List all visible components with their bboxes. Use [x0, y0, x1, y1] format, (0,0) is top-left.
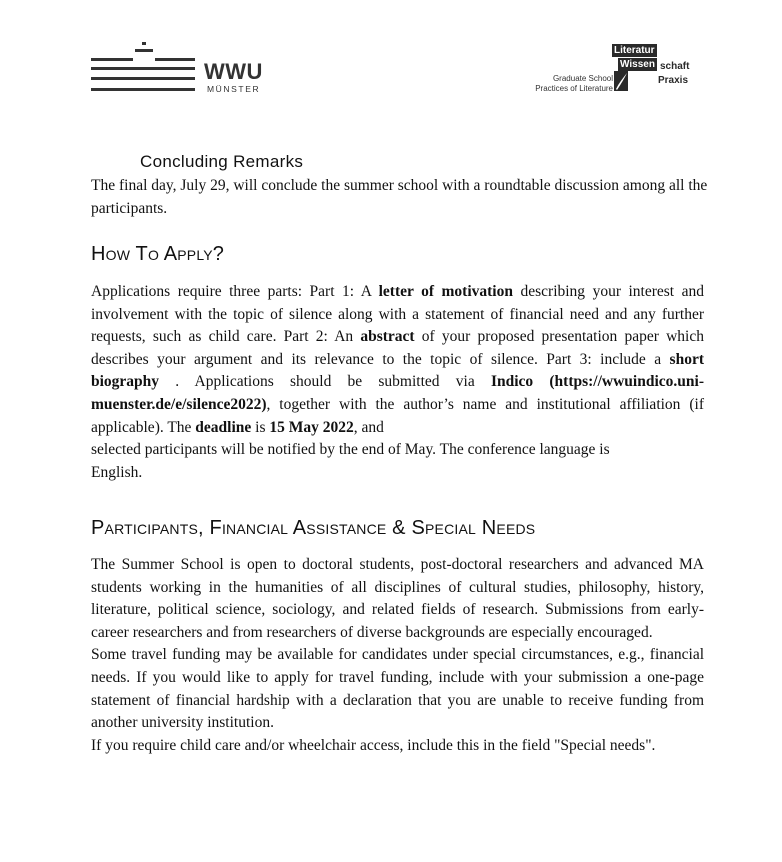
graduate-school-logo [520, 44, 720, 96]
apply-text-4: . Applications should be submitted via [159, 373, 491, 391]
gs-word-literatur: Literatur [614, 45, 655, 56]
gs-word-wissen: Wissen [620, 59, 655, 70]
apply-indico-link[interactable]: Indico (https://wwuindico.uni-muenster.de/e/silence2022) [91, 373, 704, 413]
apply-paragraph [91, 281, 704, 484]
participants-p2: Some travel funding may be available for candidates under special circumstances, e.g., financial needs. If you would like to apply for travel funding, include with your submission a one-page statement of financial hardship with a declaration that you are unable to receive funding from another university institution. [91, 646, 704, 732]
gs-word-schaft: schaft [660, 61, 690, 72]
participants-p1: The Summer School is open to doctoral students, post-doctoral researchers and advanced MA students working in the humanities of all disciplines of cultural studies, philosophy, history, literature, political science, sociology, and related fields of research. Submissions from early-career researchers and from researchers of diverse backgrounds are especially encouraged. [91, 556, 704, 641]
apply-text-6: is [251, 418, 270, 436]
apply-heading: How To Apply? [91, 243, 225, 265]
concluding-heading: Concluding Remarks [140, 152, 304, 171]
apply-line-english: English. [91, 463, 143, 481]
apply-text-1: Applications require three parts: Part 1: A [91, 283, 379, 300]
participants-heading: Participants, Financial Assistance & Special Needs [91, 517, 536, 539]
apply-bold-biography: short biography [91, 350, 704, 391]
wwu-logo [91, 42, 271, 94]
gs-word-praxis: Praxis [658, 75, 689, 86]
wwu-city: MÜNSTER [207, 84, 261, 94]
apply-bold-deadline: deadline [195, 418, 252, 436]
apply-text-2: describing your interest and involvement with the topic of silence along with a statement of financial need and any further requests, such as child care. Part 2: An [91, 283, 704, 346]
apply-text-5: , together with the author’s name and institutional affiliation (if applicable). The [91, 395, 704, 436]
apply-bold-abstract: abstract [360, 328, 415, 346]
quill-icon [614, 71, 628, 91]
concluding-text: The final day, July 29, will conclude the summer school with a roundtable discussion among all the participants. [91, 177, 708, 217]
wwu-name: WWU [204, 59, 263, 84]
participants-section [91, 554, 704, 757]
apply-body [91, 281, 704, 439]
gs-line-2: Practices of Literature [535, 84, 613, 93]
apply-text-3: of your proposed presentation paper which describes your argument and its relevance to the topic of silence. Part 3: include a [91, 328, 704, 368]
apply-line-notify: selected participants will be notified by the end of May. The conference language is [91, 441, 610, 459]
participants-p3: If you require child care and/or wheelchair access, include this in the field "Special needs". [91, 736, 656, 754]
apply-bold-date: 15 May 2022 [269, 418, 354, 436]
apply-text-7: , and [353, 418, 384, 436]
gs-line-1: Graduate School [552, 74, 613, 83]
apply-bold-letter: letter of motivation [378, 283, 513, 300]
